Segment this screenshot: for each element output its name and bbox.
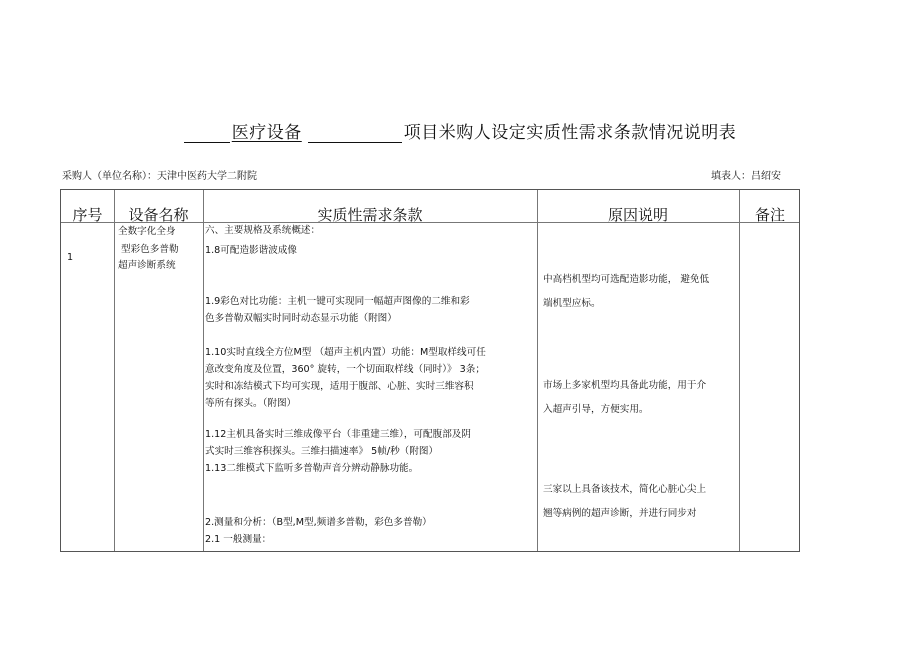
column-divider bbox=[739, 190, 740, 551]
clause-block: 1.10实时直线全方位M型 （超声主机内置）功能：M型取样线可任 意改变角度及位置，360° 旋转，一个切面取样线（同时）》 3条； 实时和冻结模式下均可实现，适用于腹部、心脏、实时三维容积 等所有探头。（附图） bbox=[205, 347, 486, 409]
column-divider bbox=[114, 190, 115, 551]
requirements-table bbox=[60, 189, 800, 552]
title-blank-line bbox=[184, 126, 230, 143]
column-divider bbox=[537, 190, 538, 551]
header-remark: 备注 bbox=[754, 206, 785, 224]
header-reason: 原因说明 bbox=[607, 206, 668, 224]
reason-block: 中高档机型均可选配造影功能， 避免低 端机型应标。 bbox=[543, 274, 710, 309]
device-name-line: 型彩色多普勒 bbox=[121, 244, 179, 255]
clause-block: 1.12主机具备实时三维成像平台（非重建三维），可配腹部及阴 式实时三维容积探头。三维扫描速率》 5帧/秒（附图） 1.13二维模式下监听多普勒声音分辨动静脉功能。 bbox=[205, 429, 471, 474]
clause-block: 1.9彩色对比功能：主机一键可实现同一幅超声图像的二维和彩 色多普勒双幅实时同时动态显示功能（附图） bbox=[205, 296, 470, 324]
title-equipment-type: 医疗设备 bbox=[231, 123, 302, 143]
header-clauses: 实质性需求条款 bbox=[317, 206, 423, 224]
reason-block: 三家以上具备该技术，简化心脏心尖上 翘等病例的超声诊断，并进行同步对 bbox=[543, 484, 707, 519]
row-number: 1 bbox=[67, 252, 74, 263]
clause-block: 2.测量和分析：（B型,M型,频谱多普勒，彩色多普勒） 2.1 一般测量： bbox=[205, 517, 432, 545]
title-text: 项目米购人设定实质性需求条款情况说明表 bbox=[403, 123, 737, 143]
device-name-line: 全数字化全身 bbox=[118, 226, 176, 237]
header-no: 序号 bbox=[72, 206, 103, 224]
title-blank-line bbox=[308, 126, 402, 143]
clause-block: 六、主要规格及系统概述： 1.8可配造影谐波成像 bbox=[205, 225, 321, 256]
purchaser-label: 采购人（单位名称）：天津中医药大学二附院 bbox=[62, 171, 257, 182]
column-divider bbox=[203, 190, 204, 551]
reason-block: 市场上多家机型均具备此功能，用于介 入超声引导，方便实用。 bbox=[543, 380, 707, 415]
page-title bbox=[0, 118, 920, 143]
device-name-line: 超声诊断系统 bbox=[118, 260, 176, 271]
filler-label: 填表人：吕绍安 bbox=[711, 171, 781, 182]
header-device-name: 设备名称 bbox=[128, 206, 189, 224]
